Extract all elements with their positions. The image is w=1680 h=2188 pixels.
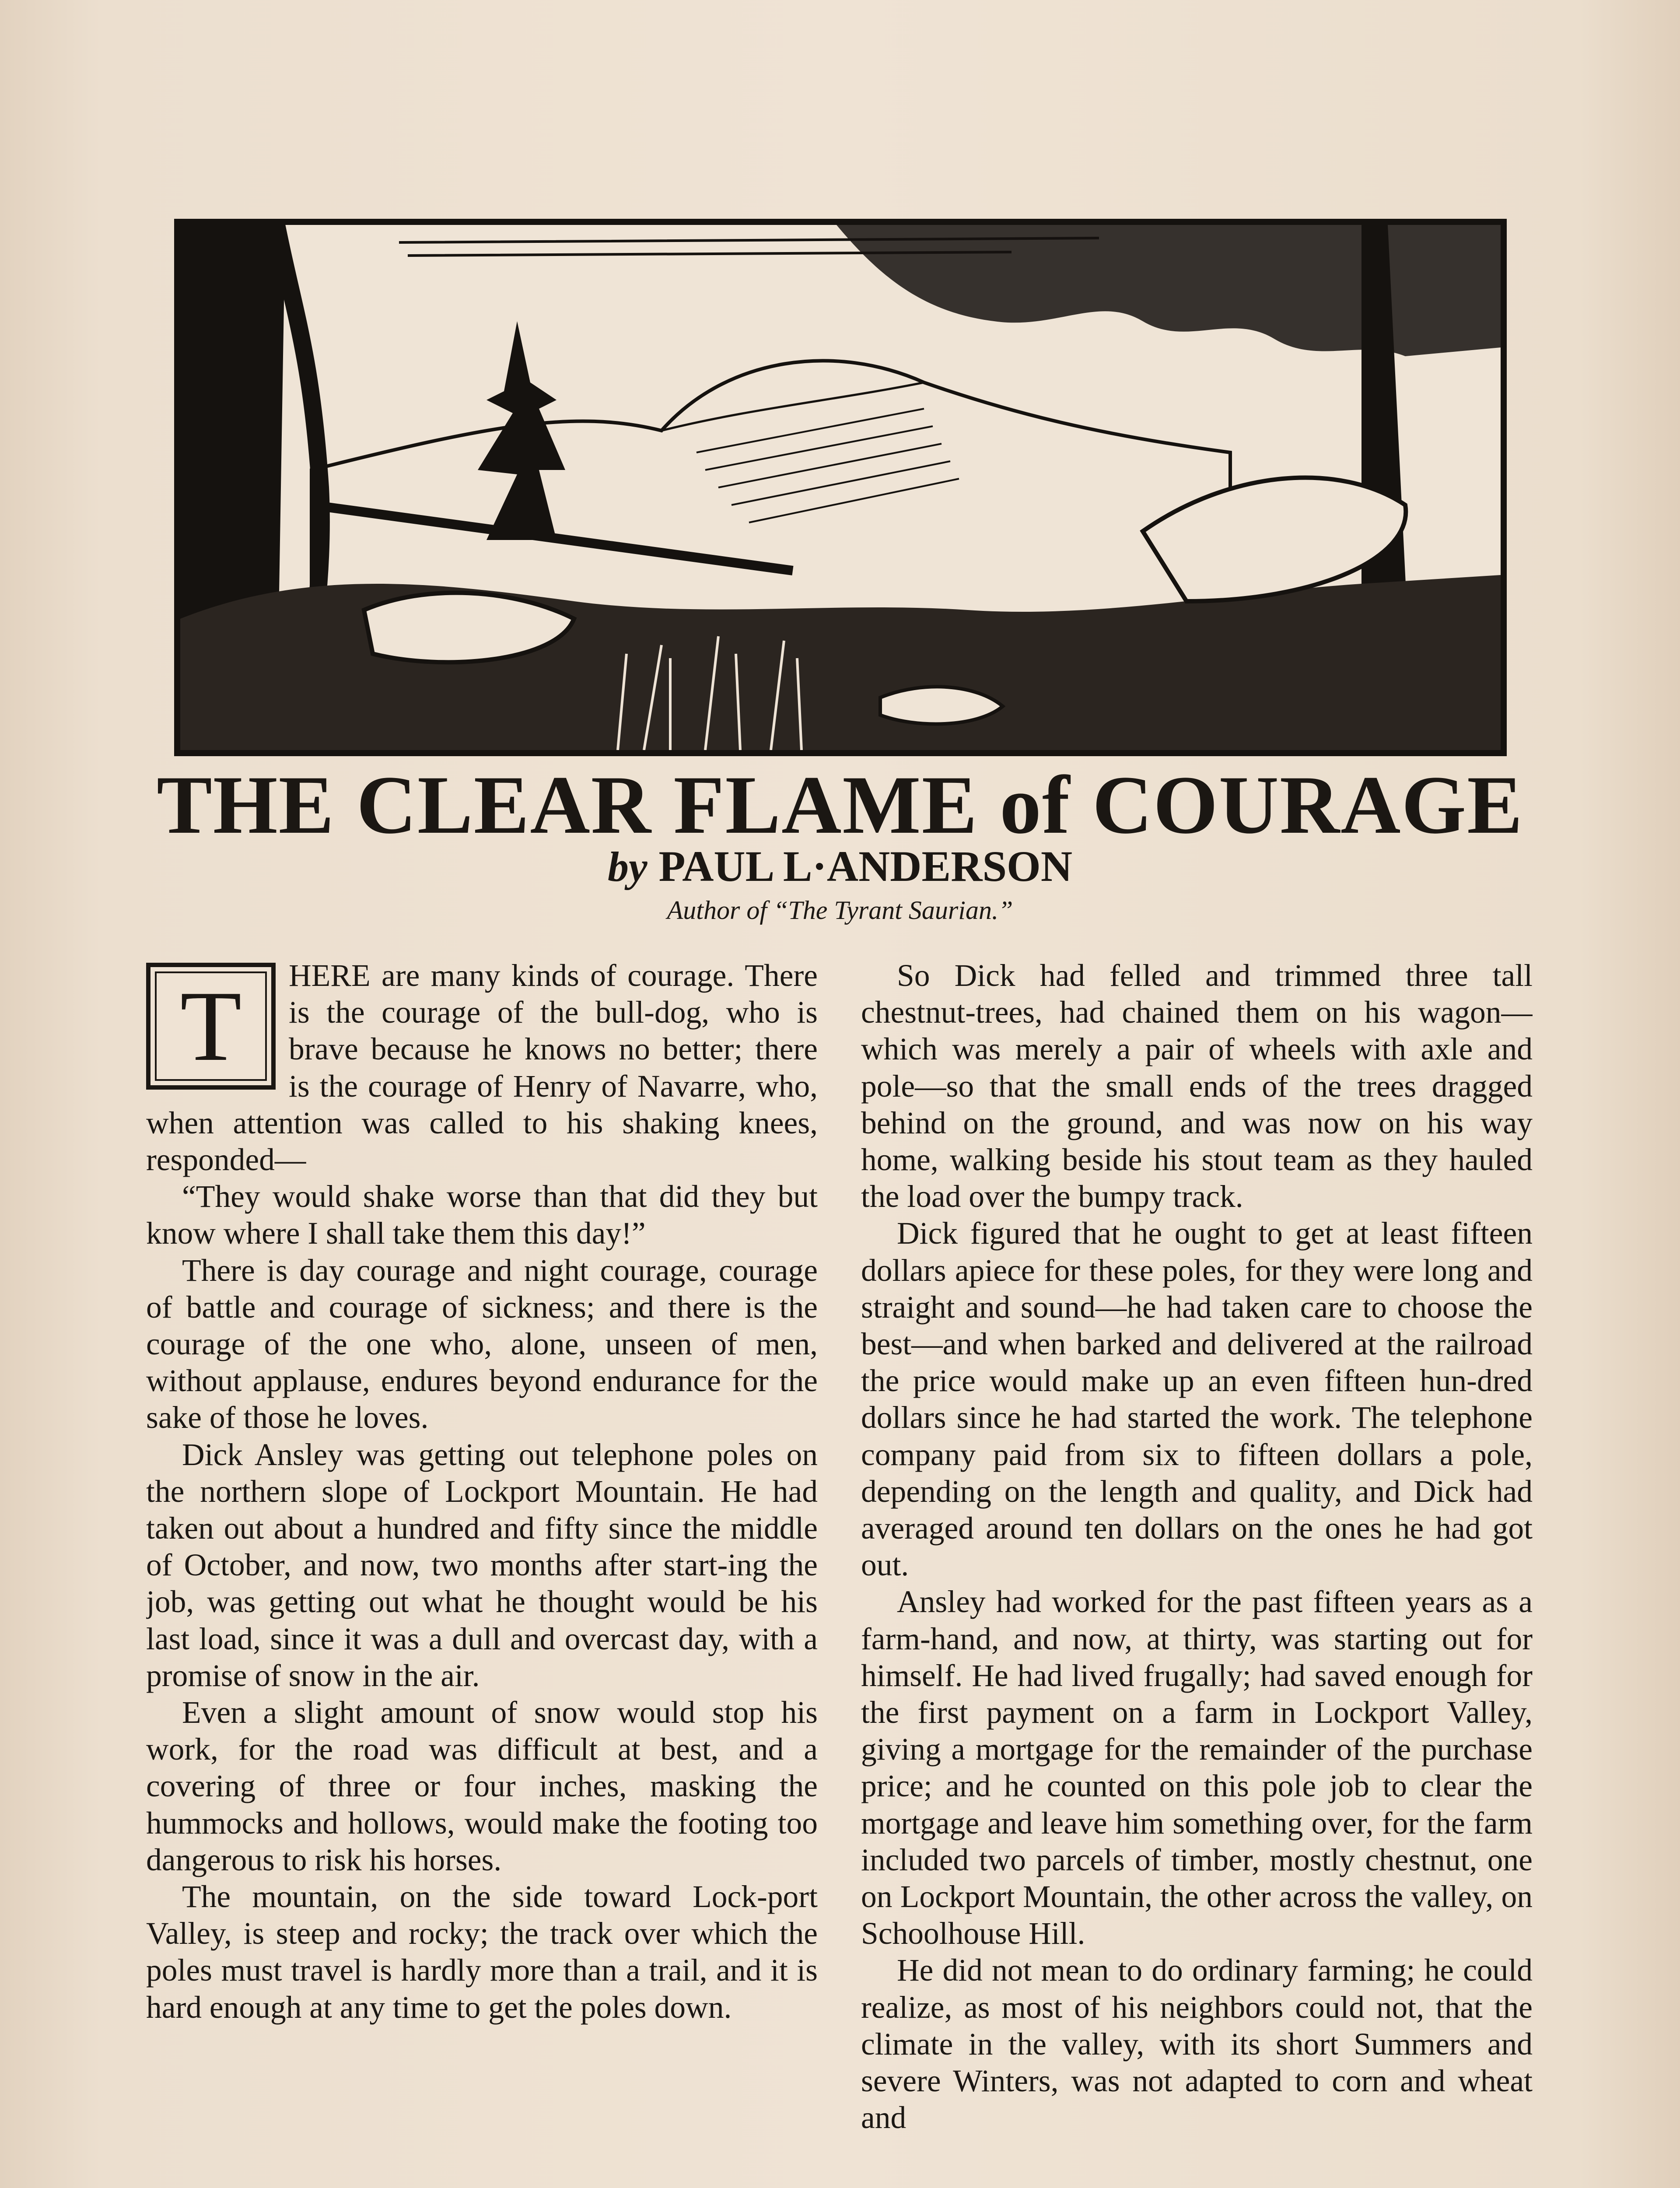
paragraph: The mountain, on the side toward Lock-port Valley, is steep and rocky; the track over which the poles must travel is hardly more than a trail, and it is hard enough at any time to get the poles down.	[146, 1879, 818, 2025]
paragraph: Even a slight amount of snow would stop his work, for the road was difficult at best, and a covering of three or four inches, masking the hummocks and hollows, would make the footing too dangerous to risk his horses.	[146, 1695, 818, 1877]
paragraph: “They would shake worse than that did they but know where I shall take them this day!”	[146, 1179, 818, 1251]
text-column-left	[146, 957, 818, 2188]
paragraph: So Dick had felled and trimmed three tall chestnut-trees, had chained them on his wagon—which was merely a pair of wheels with axle and pole—so that the small ends of the trees dragged behind on the ground, and was now on his way home, walking beside his stout team as they hauled the load over the bumpy track.	[861, 958, 1533, 1214]
author-note: Author of “The Tyrant Saurian.”	[667, 896, 1013, 925]
text-column-right	[861, 957, 1533, 2188]
byline	[394, 840, 1286, 893]
landscape-illustration	[174, 219, 1507, 756]
article-title: THE CLEAR FLAME of COURAGE	[157, 759, 1523, 851]
author-name: PAUL L·ANDERSON	[658, 842, 1073, 891]
paragraph: He did not mean to do ordinary farming; he could realize, as most of his neighbors could not, that the climate in the valley, with its short Summers and severe Winters, was not adapted to corn and wheat and	[861, 1953, 1533, 2135]
landscape-drawing	[180, 225, 1501, 750]
paragraph: HERE are many kinds of courage. There is the courage of the bull-dog, who is brave because he knows no better; there is the courage of Henry of Navarre, who, when attention was called to his shaking knees, responded—	[146, 958, 818, 1178]
paragraph: Dick figured that he ought to get at least fifteen dollars apiece for these poles, for they were long and straight and sound—he had taken care to choose the best—and when barked and delivered at the railroad the price would make up an even fifteen hun-dred dollars since he had started the work. The telephone company paid from six to fifteen dollars a pole, depending on the length and quality, and Dick had averaged around ten dollars on the ones he had got out.	[861, 1216, 1533, 1583]
drop-cap	[146, 963, 276, 1090]
paragraph: There is day courage and night courage, courage of battle and courage of sickness; and there is the courage of the one who, alone, unseen of men, without applause, endures beyond endurance for the sake of those he loves.	[146, 1253, 818, 1435]
paragraph: Dick Ansley was getting out telephone poles on the northern slope of Lockport Mountain. He had taken out about a hundred and fifty since the middle of October, and now, two months after start-ing the job, was getting out what he thought would be his last load, since it was a dull and overcast day, with a promise of snow in the air.	[146, 1437, 818, 1693]
byline-prefix: by	[607, 843, 648, 890]
paragraph: Ansley had worked for the past fifteen years as a farm-hand, and now, at thirty, was starting out for himself. He had lived frugally; had saved enough for the first payment on a farm in Lockport Valley, giving a mortgage for the remainder of the purchase price; and he counted on this pole job to clear the mortgage and leave him something over, for the farm included two parcels of timber, mostly chestnut, one on Lockport Mountain, the other across the valley, on Schoolhouse Hill.	[861, 1585, 1533, 1951]
drop-cap-letter: T	[180, 970, 242, 1082]
